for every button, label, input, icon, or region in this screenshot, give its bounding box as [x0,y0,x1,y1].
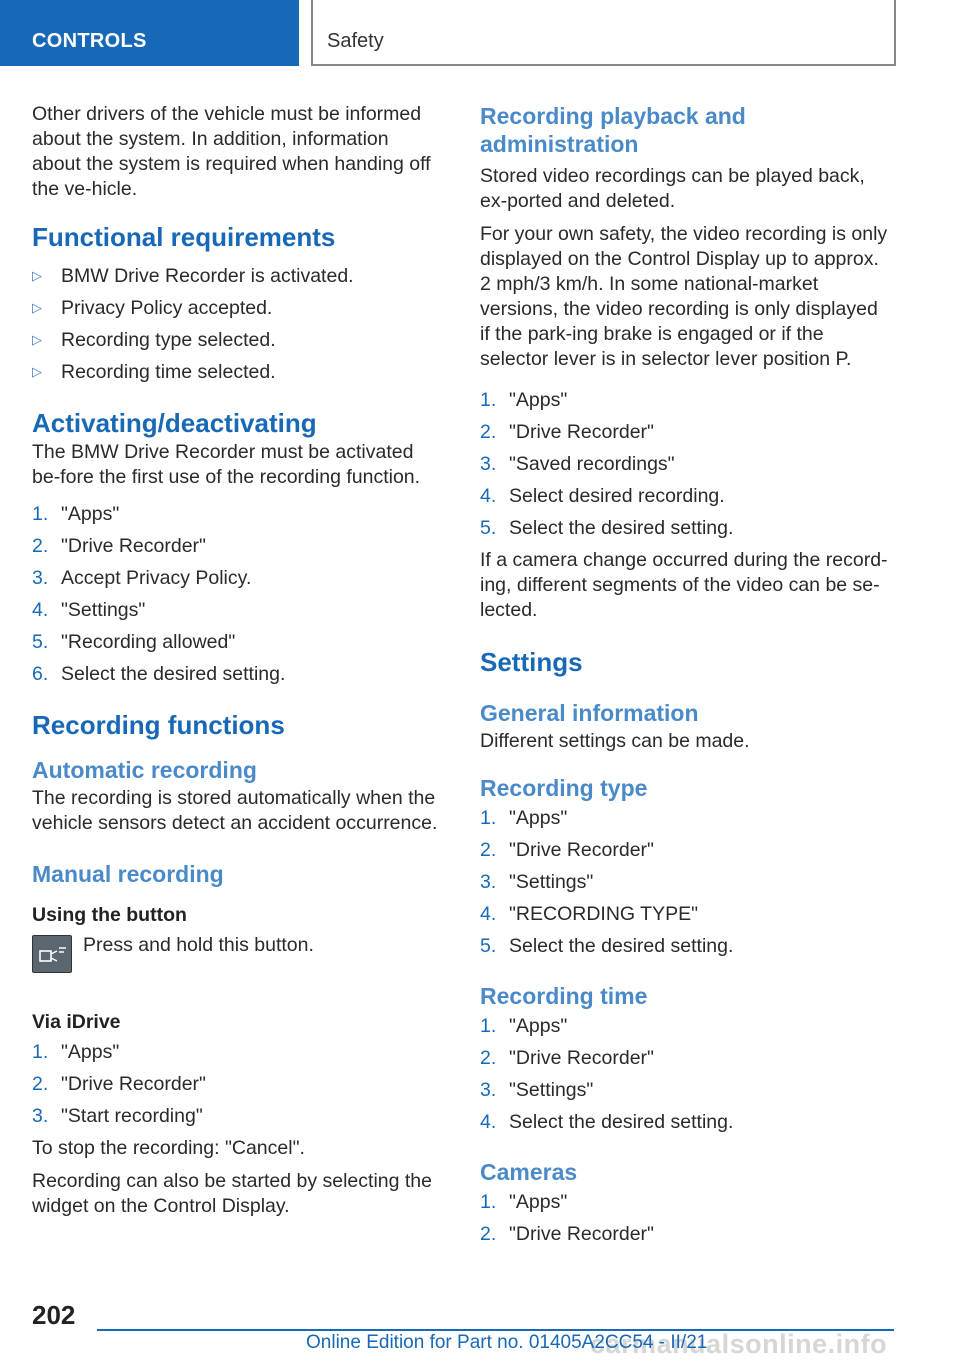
playback-paragraph-2: For your own safety, the video recording is only displayed on the Control Display up to approx. 2 mph/3 km/h. In some national-market versions, the video recording is only displayed if the park-ing brake is engaged or if the selector lever is in selector lever position P. [480,223,888,370]
manual-recording-heading: Manual recording [32,861,224,887]
general-information-heading: General information [480,700,699,726]
playback-heading: Recording playback and administration [480,103,746,157]
list-item: 4. Select the desired setting. [480,1111,734,1133]
settings-heading: Settings [480,647,583,677]
list-item: 4. Select desired recording. [480,485,725,507]
automatic-recording-heading: Automatic recording [32,757,257,783]
left-column [32,102,442,1227]
list-item: 6. Select the desired setting. [32,663,286,685]
list-item: 3. "Saved recordings" [480,453,675,475]
triangle-right-icon: ▷ [32,332,42,347]
list-item: 3. "Settings" [480,1079,594,1101]
intro-paragraph: Other drivers of the vehicle must be informed about the system. In addition, information about the system is required when handing off the ve-hicle. [32,103,431,200]
drive-recorder-button-icon [32,935,72,973]
widget-paragraph: Recording can also be started by selecting the widget on the Control Display. [32,1170,432,1217]
activating-heading: Activating/deactivating [32,408,317,438]
playback-paragraph-1: Stored video recordings can be played back, ex-ported and deleted. [480,165,865,212]
page-header [0,0,960,68]
activating-steps [32,498,442,690]
list-item: 3. Accept Privacy Policy. [32,567,252,589]
list-item: 3. "Start recording" [32,1105,203,1127]
stop-recording-paragraph: To stop the recording: "Cancel". [32,1137,305,1159]
recording-type-steps [480,802,890,962]
list-item: 1. "Apps" [480,1191,568,1213]
recording-type-heading: Recording type [480,775,648,801]
button-instruction-text: Press and hold this button. [83,934,314,956]
list-item: 2. "Drive Recorder" [32,535,206,557]
camera-change-paragraph: If a camera change occurred during the record-ing, different segments of the video can be se-lected. [480,549,888,621]
functional-requirements-heading: Functional requirements [32,222,336,252]
recording-time-heading: Recording time [480,983,648,1009]
list-item: 5. "Recording allowed" [32,631,236,653]
list-item: 2. "Drive Recorder" [480,839,654,861]
watermark: carmanualsonline.info [590,1329,888,1359]
recording-functions-heading: Recording functions [32,710,285,740]
list-item: 4. "RECORDING TYPE" [480,903,699,925]
right-column [480,102,890,1254]
triangle-right-icon: ▷ [32,364,42,379]
edition-note: Online Edition for Part no. 01405A2CC54 - II/21 [306,1332,708,1353]
list-item: 1. "Apps" [480,807,568,829]
list-item: 1. "Apps" [480,1015,568,1037]
automatic-recording-paragraph: The recording is stored automatically when the vehicle sensors detect an accident occurrence. [32,787,438,834]
idrive-steps [32,1036,442,1132]
list-item: 5. Select the desired setting. [480,517,734,539]
using-button-heading: Using the button [32,904,187,926]
section-tab: CONTROLS [0,0,299,66]
triangle-right-icon: ▷ [32,300,42,315]
activating-paragraph: The BMW Drive Recorder must be activated be-fore the first use of the recording function. [32,441,421,488]
list-item: ▷ Recording type selected. [32,324,442,356]
page-number: 202 [32,1300,76,1330]
list-item: 2. "Drive Recorder" [32,1073,206,1095]
chapter-tab: Safety [311,0,896,66]
list-item: 2. "Drive Recorder" [480,1047,654,1069]
cameras-heading: Cameras [480,1159,578,1185]
list-item: 5. Select the desired setting. [480,935,734,957]
recording-time-steps [480,1010,890,1138]
via-idrive-heading: Via iDrive [32,1011,121,1033]
playback-steps [480,384,890,544]
list-item: 1. "Apps" [480,389,568,411]
general-information-paragraph: Different settings can be made. [480,730,750,752]
list-item: 4. "Settings" [32,599,146,621]
functional-requirements-list [32,260,442,388]
button-instruction [32,933,442,1005]
list-item: 1. "Apps" [32,1041,120,1063]
list-item: 2. "Drive Recorder" [480,1223,654,1245]
list-item: 3. "Settings" [480,871,594,893]
list-item: 1. "Apps" [32,503,120,525]
list-item: ▷ BMW Drive Recorder is activated. [32,260,442,292]
list-item: ▷ Privacy Policy accepted. [32,292,442,324]
list-item: ▷ Recording time selected. [32,356,442,388]
cameras-steps [480,1186,890,1250]
triangle-right-icon: ▷ [32,268,42,283]
list-item: 2. "Drive Recorder" [480,421,654,443]
